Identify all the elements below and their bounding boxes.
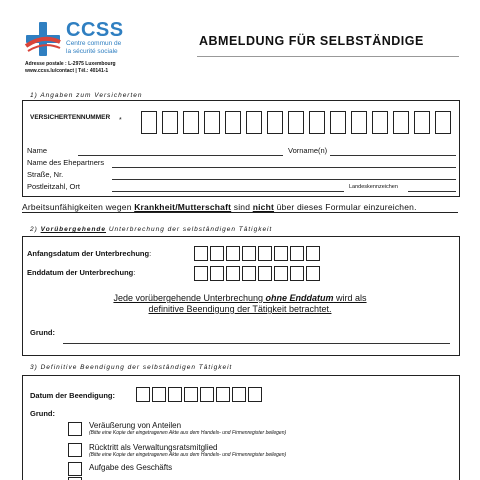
logo-wordmark (66, 20, 124, 56)
postal-field[interactable] (112, 191, 344, 192)
info-text-1: Jede vorübergehende Unterbrechung (113, 293, 266, 303)
section-2-label (30, 226, 272, 233)
option-business-closure (89, 463, 172, 472)
termination-date-digit[interactable] (168, 387, 182, 402)
insured-number-digit[interactable] (141, 111, 157, 134)
firstname-label: Vorname(n) (288, 146, 328, 155)
end-date-digit[interactable] (210, 266, 224, 281)
section-2-title: Unterbrechung der selbständigen Tätigkeit (106, 226, 273, 233)
start-date-digit[interactable] (258, 246, 272, 261)
section-1-label: 1) Angaben zum Versicherten (30, 92, 143, 99)
notice-text-1: Arbeitsunfähigkeiten wegen (22, 202, 135, 212)
logo-name: CCSS (66, 19, 124, 41)
interruption-reason-field[interactable] (63, 343, 450, 344)
address-block (25, 61, 116, 74)
start-date-digit[interactable] (242, 246, 256, 261)
contact-line: www.ccss.lu/contact | Tél.: 40141-1 (25, 67, 109, 74)
termination-date-digit[interactable] (152, 387, 166, 402)
termination-date-digit[interactable] (248, 387, 262, 402)
option-note: (Bitte eine Kopie der eingetragenen Akte aus dem Handels- und Firmenregister beilegen) (89, 430, 287, 436)
end-label-colon: : (133, 268, 136, 277)
notice-text-3: über dieses Formular einzureichen. (274, 202, 417, 212)
termination-date-digit[interactable] (232, 387, 246, 402)
insured-number-digit[interactable] (351, 111, 367, 134)
insured-number-digit[interactable] (393, 111, 409, 134)
start-label-text: Anfangsdatum der Unterbrechung (27, 249, 150, 258)
insured-number-digit[interactable] (288, 111, 304, 134)
start-date-digit[interactable] (194, 246, 208, 261)
termination-date-digit[interactable] (216, 387, 230, 402)
start-date-digit[interactable] (274, 246, 288, 261)
address-line: Adresse postale : L-2975 Luxembourg (25, 61, 116, 67)
insured-number-digit[interactable] (183, 111, 199, 134)
end-date-digit[interactable] (274, 266, 288, 281)
insured-number-digit[interactable] (435, 111, 451, 134)
title-underline (197, 56, 459, 57)
end-date-digit[interactable] (194, 266, 208, 281)
firstname-field[interactable] (330, 155, 456, 156)
info-line-2: definitive Beendigung der Tätigkeit betrachtet. (148, 304, 332, 314)
termination-date-digit[interactable] (136, 387, 150, 402)
start-label-colon: : (149, 249, 152, 258)
street-field[interactable] (112, 179, 456, 180)
country-code-label: Landeskennzeichen (349, 184, 398, 190)
document-title: ABMELDUNG FÜR SELBSTÄNDIGE (199, 34, 424, 48)
insured-number-digit[interactable] (225, 111, 241, 134)
end-date-digit[interactable] (258, 266, 272, 281)
section-2-number: 2) (30, 226, 41, 233)
insured-number-digit[interactable] (267, 111, 283, 134)
option-title: Veräußerung von Anteilen (89, 421, 182, 430)
section-3-label: 3) Definitive Beendigung der selbständigen Tätigkeit (30, 364, 233, 371)
logo-subtitle-2: la sécurité sociale (66, 48, 118, 55)
option-share-sale-checkbox[interactable] (68, 422, 82, 436)
end-date-digit[interactable] (226, 266, 240, 281)
required-asterisk: * (119, 117, 122, 124)
notice-emphasis-1: Krankheit/Mutterschaft (134, 202, 232, 212)
street-label: Straße, Nr. (27, 170, 64, 179)
info-emphasis: ohne Enddatum (265, 293, 334, 303)
termination-date-label: Datum der Beendigung: (30, 391, 116, 400)
notice-emphasis-2: nicht (252, 202, 275, 212)
notice-text-2: sind (231, 202, 253, 212)
ccss-logo-icon (24, 20, 62, 58)
start-date-digit[interactable] (226, 246, 240, 261)
option-title: Aufgabe des Geschäfts (89, 463, 173, 472)
start-date-digit[interactable] (210, 246, 224, 261)
option-share-sale (89, 421, 286, 436)
insured-number-digit[interactable] (204, 111, 220, 134)
end-date-digit[interactable] (242, 266, 256, 281)
info-line-1 (60, 293, 420, 304)
option-board-resignation (89, 443, 286, 458)
insured-number-digit[interactable] (330, 111, 346, 134)
logo-subtitle-1: Centre commun de (66, 40, 122, 47)
name-label: Name (27, 146, 48, 155)
interruption-end-label (27, 268, 135, 277)
termination-date-digit[interactable] (200, 387, 214, 402)
start-date-digit[interactable] (290, 246, 304, 261)
insured-number-digit[interactable] (372, 111, 388, 134)
insured-number-digit[interactable] (309, 111, 325, 134)
notice-underline (22, 212, 458, 213)
name-field[interactable] (78, 155, 283, 156)
spouse-name-label: Name des Ehepartners (27, 158, 105, 167)
insured-number-text: VERSICHERTENNUMMER (30, 114, 111, 121)
section-2-emphasis: Vorübergehende (40, 226, 107, 233)
option-board-resignation-checkbox[interactable] (68, 443, 82, 457)
country-code-field[interactable] (408, 191, 456, 192)
interruption-reason-label: Grund: (30, 328, 55, 337)
start-date-digit[interactable] (306, 246, 320, 261)
end-label-text: Enddatum der Unterbrechung (27, 268, 134, 277)
interruption-start-label (27, 249, 151, 258)
end-date-digit[interactable] (306, 266, 320, 281)
postal-label: Postleitzahl, Ort (27, 182, 80, 191)
option-title: Rücktritt als Verwaltungsratsmitglied (89, 443, 218, 452)
option-business-closure-checkbox[interactable] (68, 462, 82, 476)
interruption-info (60, 293, 420, 315)
spouse-name-field[interactable] (112, 167, 456, 168)
sickness-notice (22, 202, 417, 212)
insured-number-digit[interactable] (162, 111, 178, 134)
insured-number-digit[interactable] (414, 111, 430, 134)
insured-number-digit[interactable] (246, 111, 262, 134)
insured-number-label (30, 114, 110, 121)
end-date-digit[interactable] (290, 266, 304, 281)
option-note: (Bitte eine Kopie der eingetragenen Akte aus dem Handels- und Firmenregister beilegen) (89, 452, 287, 458)
info-text-2: wird als (333, 293, 367, 303)
termination-date-digit[interactable] (184, 387, 198, 402)
termination-reason-label: Grund: (30, 409, 55, 418)
